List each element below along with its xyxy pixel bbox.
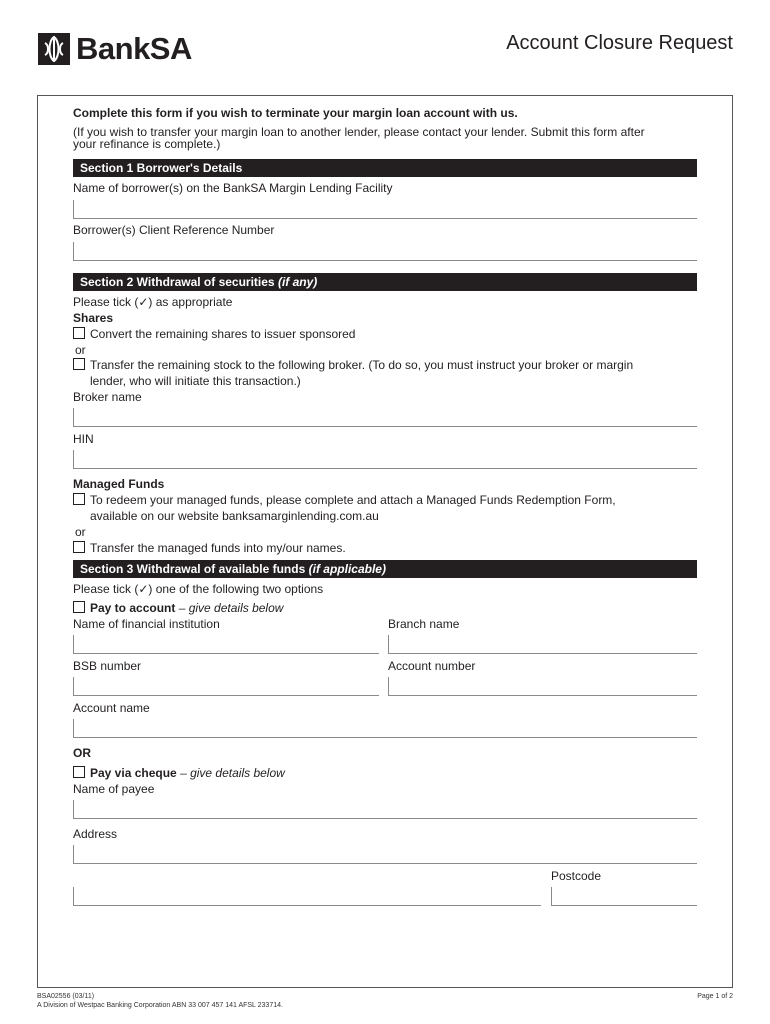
transfer-funds-checkbox[interactable]	[73, 541, 85, 553]
intro-heading: Complete this form if you wish to terminate your margin loan account with us.	[73, 106, 518, 120]
address-field[interactable]	[73, 845, 697, 864]
page-number: Page 1 of 2	[697, 993, 733, 1000]
section2-title-suffix: (if any)	[277, 275, 318, 289]
bsb-field[interactable]	[73, 677, 379, 696]
pay-to-account-title: Pay to account	[90, 601, 176, 615]
section3-title: Section 3 Withdrawal of available funds	[80, 562, 306, 576]
pay-via-cheque-label	[90, 766, 285, 780]
broker-name-field[interactable]	[73, 408, 697, 427]
form-code: BSA02556 (03/11)	[37, 993, 95, 1000]
section1-header	[73, 159, 697, 177]
account-number-label: Account number	[388, 659, 476, 673]
transfer-stock-label-line1: Transfer the remaining stock to the following broker. (To do so, you must instruct your broker or margin	[90, 358, 634, 372]
funds-or-label: or	[75, 525, 86, 539]
division-note: A Division of Westpac Banking Corporation ABN 33 007 457 141 AFSL 233714.	[37, 1002, 283, 1009]
institution-label: Name of financial institution	[73, 617, 220, 631]
shares-or-label: or	[75, 343, 86, 357]
account-name-field[interactable]	[73, 719, 697, 738]
transfer-stock-label-line2: lender, who will initiate this transaction.)	[90, 374, 301, 388]
pay-via-cheque-suffix: – give details below	[180, 766, 285, 780]
section3-instruction: Please tick (✓) one of the following two options	[73, 582, 324, 596]
section1-title: Section 1 Borrower's Details	[80, 161, 243, 175]
borrower-name-label: Name of borrower(s) on the BankSA Margin Lending Facility	[73, 181, 393, 195]
section3-header	[73, 560, 697, 578]
section2-instruction: Please tick (✓) as appropriate	[73, 295, 233, 309]
brand-name: BankSA	[76, 31, 192, 66]
postcode-field[interactable]	[551, 887, 697, 906]
postcode-label: Postcode	[551, 869, 602, 883]
bsb-label: BSB number	[73, 659, 142, 673]
pay-to-account-suffix: – give details below	[178, 601, 284, 615]
branch-label: Branch name	[388, 617, 460, 631]
client-reference-field[interactable]	[73, 242, 697, 261]
account-number-field[interactable]	[388, 677, 697, 696]
account-name-label: Account name	[73, 701, 150, 715]
hin-field[interactable]	[73, 450, 697, 469]
section3-title-suffix: (if applicable)	[308, 562, 386, 576]
borrower-name-field[interactable]	[73, 200, 697, 219]
or-separator: OR	[73, 746, 91, 760]
banksa-emblem-icon	[38, 33, 70, 65]
transfer-stock-checkbox[interactable]	[73, 358, 85, 370]
redeem-funds-checkbox[interactable]	[73, 493, 85, 505]
section2-title: Section 2 Withdrawal of securities	[80, 275, 275, 289]
transfer-funds-label: Transfer the managed funds into my/our names.	[90, 541, 346, 555]
document-title: Account Closure Request	[506, 32, 733, 54]
pay-to-account-label	[90, 601, 283, 615]
intro-note-line1: (If you wish to transfer your margin loan to another lender, please contact your lender. Submit this form after	[73, 125, 645, 139]
branch-field[interactable]	[388, 635, 697, 654]
hin-label: HIN	[73, 432, 94, 446]
shares-heading: Shares	[73, 311, 114, 325]
redeem-funds-label-line1: To redeem your managed funds, please complete and attach a Managed Funds Redemption Form,	[90, 493, 616, 507]
convert-shares-label: Convert the remaining shares to issuer sponsored	[90, 327, 356, 341]
address-label: Address	[73, 827, 118, 841]
pay-via-cheque-title: Pay via cheque	[90, 766, 177, 780]
broker-name-label: Broker name	[73, 390, 142, 404]
institution-field[interactable]	[73, 635, 379, 654]
address-line2-field[interactable]	[73, 887, 541, 906]
client-reference-label: Borrower(s) Client Reference Number	[73, 223, 275, 237]
redeem-funds-label-line2: available on our website banksamarginlending.com.au	[90, 509, 379, 523]
payee-label: Name of payee	[73, 782, 155, 796]
pay-to-account-checkbox[interactable]	[73, 601, 85, 613]
section2-header	[73, 273, 697, 291]
payee-field[interactable]	[73, 800, 697, 819]
managed-funds-heading: Managed Funds	[73, 477, 165, 491]
banksa-logo	[38, 33, 192, 65]
intro-note-line2: your refinance is complete.)	[73, 137, 221, 151]
pay-via-cheque-checkbox[interactable]	[73, 766, 85, 778]
convert-shares-checkbox[interactable]	[73, 327, 85, 339]
